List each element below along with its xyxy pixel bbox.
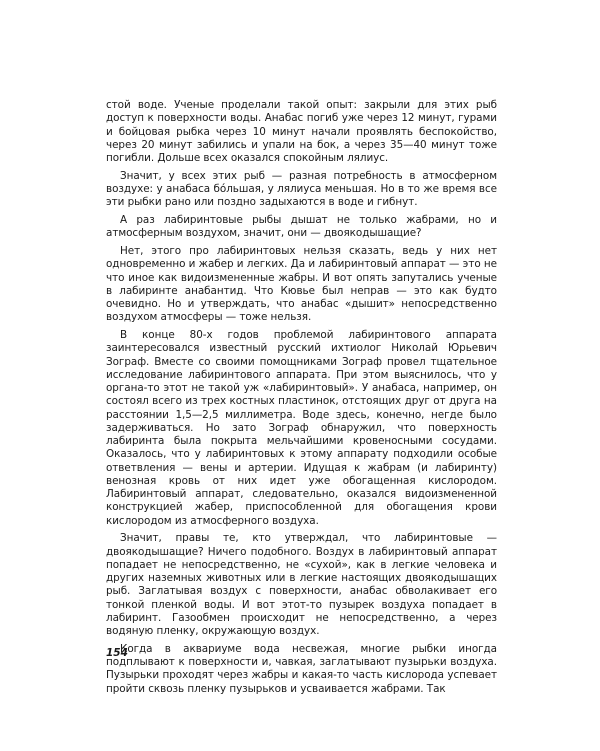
body-text xyxy=(106,99,497,700)
paragraph-5: В конце 80-х годов проблемой лабиринтового аппарата заинтересовался известный русский ихтиолог Николай Юрьевич Зограф. Вместе со своими помощниками Зограф провел тщательное исследование лабиринтового аппарата. При этом выяснилось, что у органа-то этот не такой уж «лабиринтовый». У анабаса, например, он состоял всего из трех костных пластинок, отстоящих друг от друга на расстоянии 1,5—2,5 миллиметра. Воде здесь, конечно, негде было задерживаться. Но зато Зограф обнаружил, что поверхность лабиринта была покрыта мельчайшими кровеносными сосудами. Оказалось, что у лабиринтовых к этому аппарату подходили особые ответвления — вены и артерии. Идущая к жабрам (и лабиринту) венозная кровь от них идет уже обогащенная кислородом. Лабиринтовый аппарат, следовательно, оказался видоизмененной конструкцией жабер, приспособленной для обогащения крови кислородом из атмосферного воздуха. xyxy=(106,329,497,527)
paragraph-3: А раз лабиринтовые рыбы дышат не только жабрами, но и атмосферным воздухом, значит, они — двоякодышащие? xyxy=(106,214,497,240)
paragraph-1: стой воде. Ученые проделали такой опыт: закрыли для этих рыб доступ к поверхности воды. Анабас погиб уже через 12 минут, гурами и бойцовая рыбка через 10 минут начали проявлять беспокойство, через 20 минут забились и упали на бок, а через 35—40 минут тоже погибли. Дольше всех оказался спокойным лялиус. xyxy=(106,99,497,164)
paragraph-6: Значит, правы те, кто утверждал, что лабиринтовые — двоякодышащие? Ничего подобного. Воздух в лабиринтовый аппарат попадает не непосредственно, не «сухой», как в легкие человека и других наземных животных или в легкие настоящих двоякодышащих рыб. Заглатывая воздух с поверхности, анабас обволакивает его тонкой пленкой воды. И вот этот-то пузырек воздуха попадает в лабиринт. Газообмен происходит не непосредственно, а через водяную пленку, окружающую воздух. xyxy=(106,532,497,637)
page-number: 154 xyxy=(106,647,128,659)
paragraph-2: Значит, у всех этих рыб — разная потребность в атмосферном воздухе: у анабаса бóльшая, у лялиуса меньшая. Но в то же время все эти рыбки рано или поздно задыхаются в воде и гибнут. xyxy=(106,169,497,209)
paragraph-4: Нет, этого про лабиринтовых нельзя сказать, ведь у них нет одновременно и жабер и легких. Да и лабиринтовый аппарат — это не что иное как видоизмененные жабры. И вот опять запутались ученые в лабиринте анабантид. Что Кювье был неправ — это как будто очевидно. Но и утверждать, что анабас «дышит» непосредственно воздухом атмосферы — тоже нельзя. xyxy=(106,245,497,324)
paragraph-7: Когда в аквариуме вода несвежая, многие рыбки иногда подплывают к поверхности и, чавкая, заглатывают пузырьки воздуха. Пузырьки проходят через жабры и какая-то часть кислорода успевает пройти сквозь пленку пузырьков и усваивается жабрами. Так xyxy=(106,642,497,695)
